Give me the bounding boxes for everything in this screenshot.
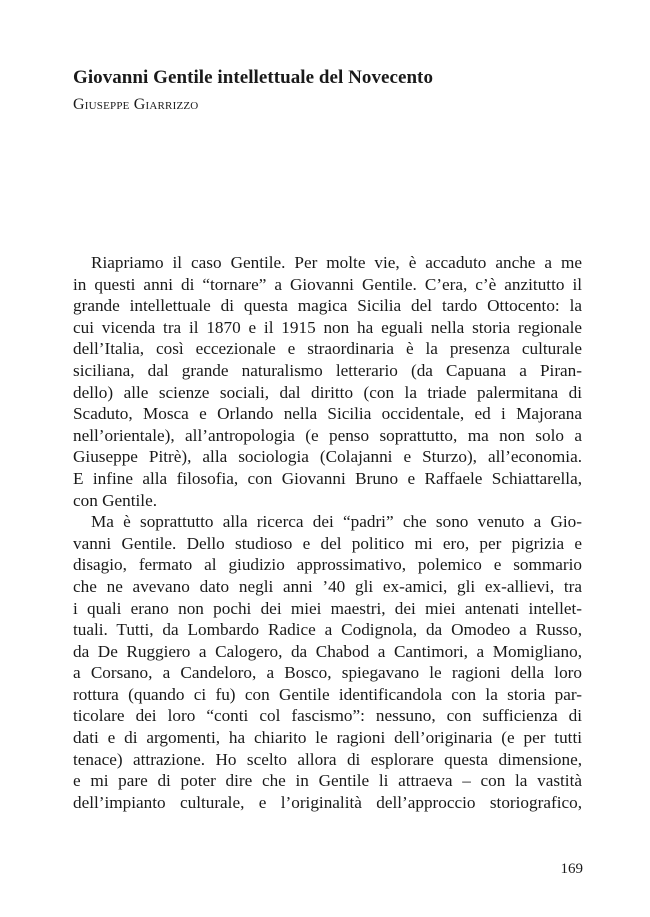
- text-line: in questi anni di “tornare” a Giovanni Gentile. C’era, c’è anzitutto il: [73, 274, 582, 294]
- text-line: tuali. Tutti, da Lombardo Radice a Codignola, da Omodeo a Russo,: [73, 620, 582, 640]
- text-line: Giuseppe Pitrè), alla sociologia (Colajanni e Sturzo), all’economia.: [73, 447, 582, 467]
- text-line: rottura (quando ci fu) con Gentile identificandola con la storia par-: [73, 684, 582, 704]
- text-line: dati e di argomenti, ha chiarito le ragioni dell’originaria (e per tutti: [73, 728, 582, 748]
- text-line: E infine alla filosofia, con Giovanni Bruno e Raffaele Schiattarella,: [73, 468, 582, 488]
- text-line: a Corsano, a Candeloro, a Bosco, spiegavano le ragioni della loro: [73, 663, 582, 683]
- text-line: dello) alle scienze sociali, dal diritto (con la triade palermitana di: [73, 382, 582, 402]
- text-line: siciliana, dal grande naturalismo letterario (da Capuana a Piran-: [73, 360, 582, 380]
- text-line: disagio, fermato al giudizio approssimativo, polemico e sommario: [73, 555, 582, 575]
- text-line: Scaduto, Mosca e Orlando nella Sicilia occidentale, ed i Majorana: [73, 404, 582, 424]
- text-line: i quali erano non pochi dei miei maestri, dei miei antenati intellet-: [73, 598, 582, 618]
- article-body: [73, 252, 582, 813]
- text-line: dell’impianto culturale, e l’originalità dell’approccio storiografico,: [73, 792, 582, 812]
- article-author: Giuseppe Giarrizzo: [73, 96, 199, 113]
- text-line: tenace) attrazione. Ho scelto allora di esplorare questa dimensione,: [73, 749, 582, 769]
- text-line: che ne avevano dato negli anni ’40 gli ex-amici, gli ex-allievi, tra: [73, 576, 582, 596]
- text-line: da De Ruggiero a Calogero, da Chabod a Cantimori, a Momigliano,: [73, 641, 582, 661]
- text-line: cui vicenda tra il 1870 e il 1915 non ha eguali nella storia regionale: [73, 317, 582, 337]
- text-line: e mi pare di poter dire che in Gentile li attraeva – con la vastità: [73, 771, 582, 791]
- text-line: Riapriamo il caso Gentile. Per molte vie, è accaduto anche a me: [91, 253, 582, 272]
- text-line: grande intellettuale di questa magica Sicilia del tardo Ottocento: la: [73, 296, 582, 316]
- page-number: 169: [560, 861, 583, 877]
- text-line: vanni Gentile. Dello studioso e del politico mi ero, per pigrizia e: [73, 533, 582, 553]
- text-line: dell’Italia, così eccezionale e straordinaria è la presenza culturale: [73, 339, 582, 359]
- text-line: nell’orientale), all’antropologia (e penso soprattutto, ma non solo a: [73, 425, 582, 445]
- article-title: Giovanni Gentile intellettuale del Novecento: [73, 67, 433, 88]
- text-line: ticolare dei loro “conti col fascismo”: nessuno, con sufficienza di: [73, 706, 582, 726]
- text-line: con Gentile.: [73, 490, 157, 510]
- text-line: Ma è soprattutto alla ricerca dei “padri” che sono venuto a Gio-: [91, 512, 582, 532]
